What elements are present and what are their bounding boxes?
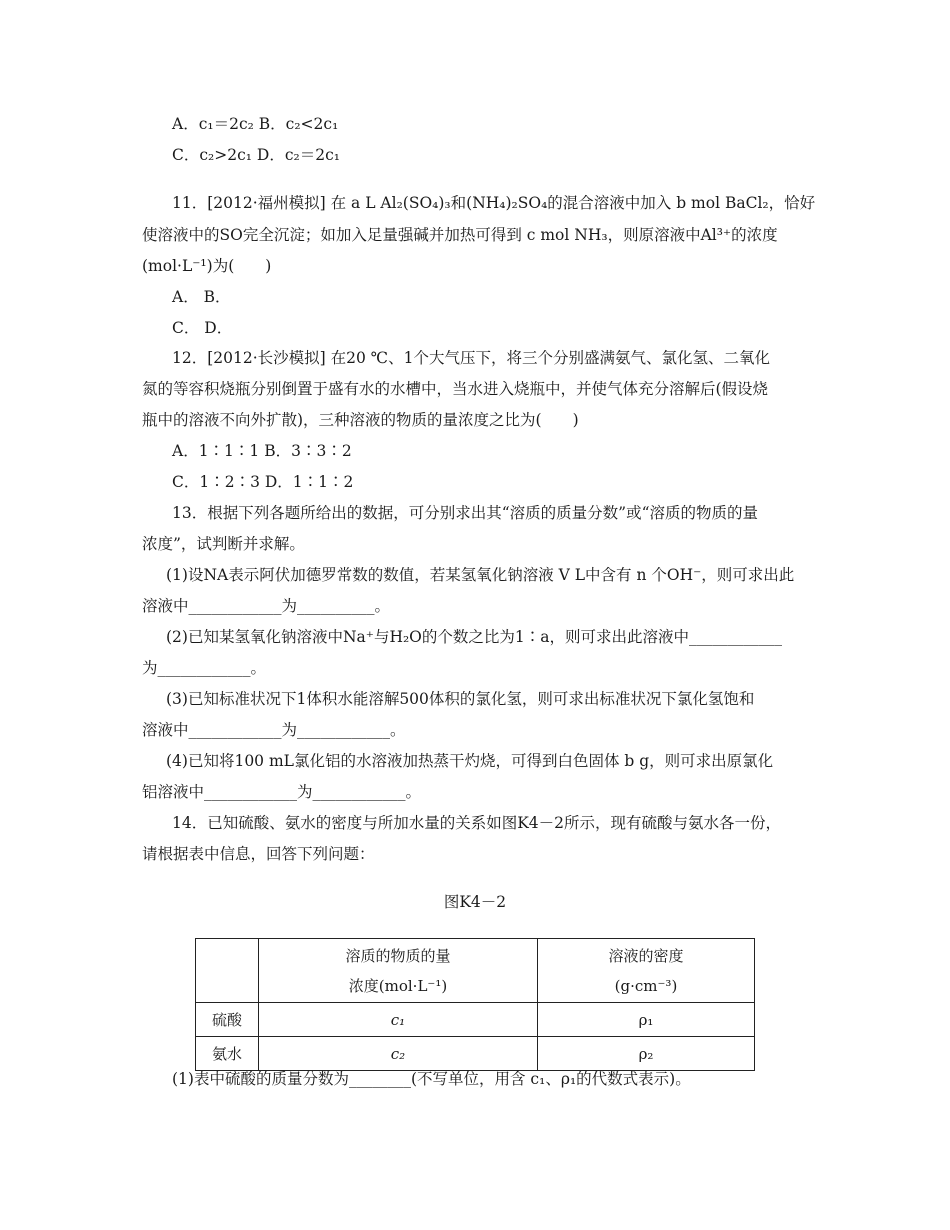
q13-part1-line-1: (1)设NA表示阿伏加德罗常数的数值，若某氢氧化钠溶液 V L中含有 n 个OH⁻，则可求出此 <box>166 566 795 584</box>
q12-option-line-1: A．1∶1∶1 B．3∶3∶2 <box>172 442 352 460</box>
concentration-value: c₂ <box>390 1044 406 1063</box>
table-header-density <box>538 939 755 1003</box>
q11-stem-line-2: 使溶液中的SO完全沉淀；如加入足量强碱并加热可得到 c mol NH₃，则原溶液中Al³⁺的浓度 <box>142 226 778 244</box>
q14-subquestion-1: (1)表中硫酸的质量分数为________(不写单位，用含 c₁、ρ₁的代数式表示)。 <box>172 1070 691 1088</box>
q13-part4-line-2: 铝溶液中____________为____________。 <box>142 783 422 801</box>
q14-stem-line-1: 14．已知硫酸、氨水的密度与所加水量的关系如图K4－2所示，现有硫酸与氨水各一份， <box>172 814 782 832</box>
q13-part2-line-1: (2)已知某氢氧化钠溶液中Na⁺与H₂O的个数之比为1∶a，则可求出此溶液中____________ <box>166 628 782 646</box>
q11-option-line-2: C． D． <box>172 319 233 337</box>
concentration-value: c₁ <box>390 1010 406 1029</box>
q11-stem-line-3: (mol·L⁻¹)为( ) <box>142 257 272 275</box>
q12-option-line-2: C．1∶2∶3 D．1∶1∶2 <box>172 473 354 491</box>
q13-part2-line-2: 为____________。 <box>142 659 267 677</box>
q13-part4-line-1: (4)已知将100 mL氯化铝的水溶液加热蒸干灼烧，可得到白色固体 b g，则可求出原氯化 <box>166 752 774 770</box>
table-row <box>196 1037 755 1071</box>
q11-option-line-1: A． B． <box>172 288 231 306</box>
header-concentration-line-1: 溶质的物质的量 <box>345 946 451 965</box>
header-density-line-1: 溶液的密度 <box>608 946 684 965</box>
q13-stem-line-2: 浓度”，试判断并求解。 <box>142 535 305 553</box>
row-label: 硫酸 <box>196 1003 259 1037</box>
table-header-empty-cell <box>196 939 259 1003</box>
q10-option-line-2: C．c₂>2c₁ D．c₂＝2c₁ <box>172 146 341 164</box>
row-concentration <box>259 1037 538 1071</box>
q11-stem-line-1: 11．[2012·福州模拟] 在 a L Al₂(SO₄)₃和(NH₄)₂SO₄的混合溶液中加入 b mol BaCl₂，恰好 <box>172 194 816 212</box>
q12-stem-line-2: 氮的等容积烧瓶分别倒置于盛有水的水槽中，当水进入烧瓶中，并使气体充分溶解后(假设烧 <box>142 380 769 398</box>
row-label: 氨水 <box>196 1037 259 1071</box>
data-table <box>195 938 755 1071</box>
row-concentration <box>259 1003 538 1037</box>
q13-stem-line-1: 13．根据下列各题所给出的数据，可分别求出其“溶质的质量分数”或“溶质的物质的量 <box>172 504 758 522</box>
q13-part3-line-1: (3)已知标准状况下1体积水能溶解500体积的氯化氢，则可求出标准状况下氯化氢饱和 <box>166 690 755 708</box>
row-density: ρ₂ <box>538 1037 755 1071</box>
table-row <box>196 1003 755 1037</box>
row-density: ρ₁ <box>538 1003 755 1037</box>
q13-part1-line-2: 溶液中____________为__________。 <box>142 597 391 615</box>
q14-stem-line-2: 请根据表中信息，回答下列问题： <box>142 845 375 863</box>
q10-option-line-1: A．c₁＝2c₂ B．c₂<2c₁ <box>172 115 339 133</box>
header-concentration-line-2: 浓度(mol·L⁻¹) <box>348 976 448 995</box>
table-header-row <box>196 939 755 1003</box>
q12-stem-line-1: 12．[2012·长沙模拟] 在20 ℃、1个大气压下，将三个分别盛满氨气、氯化氢、二氧化 <box>172 349 770 367</box>
figure-caption: 图K4－2 <box>443 893 507 911</box>
q13-part3-line-2: 溶液中____________为____________。 <box>142 721 406 739</box>
table-header-concentration <box>259 939 538 1003</box>
q12-stem-line-3: 瓶中的溶液不向外扩散)，三种溶液的物质的量浓度之比为( ) <box>142 411 579 429</box>
header-density-line-2: (g·cm⁻³) <box>614 976 678 995</box>
